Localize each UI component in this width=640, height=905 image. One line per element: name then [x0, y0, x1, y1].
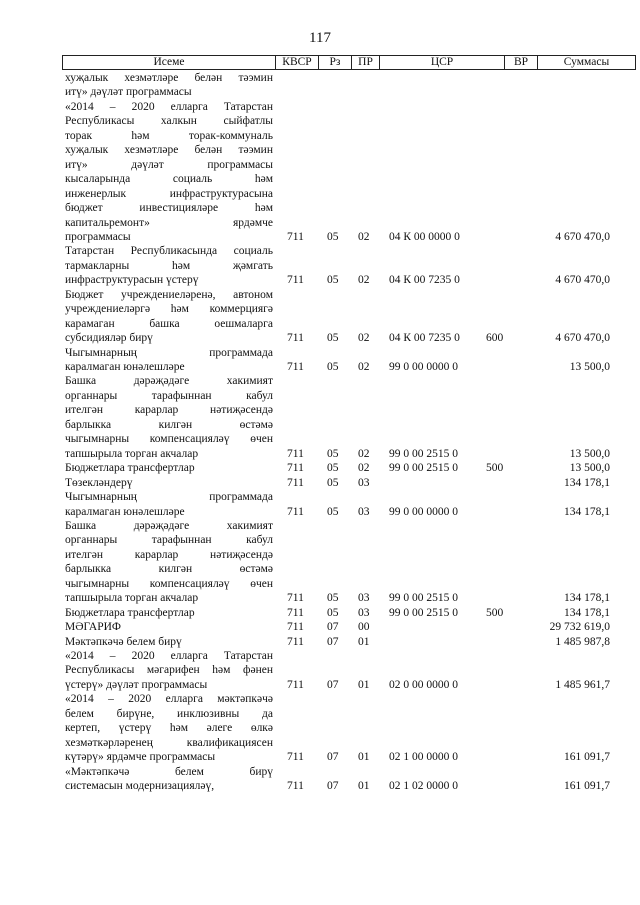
cell-vr: 500: [486, 606, 504, 619]
cell-pr: 02: [358, 332, 370, 345]
cell-csr: 02 0 00 0000 0: [389, 678, 458, 691]
row-name-line: Республикасы мәгарифен һәм фәнен: [65, 664, 273, 677]
cell-rz: 05: [327, 606, 339, 619]
row-name-line: чыгымнарны компенсацияләү өчен: [65, 433, 273, 446]
row-name-line: хуҗалык хезмәтләре белән тәэмин: [65, 144, 273, 157]
row-name-line: Чыгымнарның программада: [65, 491, 273, 504]
cell-pr: 01: [358, 678, 370, 691]
cell-kvsr: 711: [287, 606, 304, 619]
cell-csr: 04 К 00 7235 0: [389, 332, 460, 345]
header-sum: Суммасы: [563, 56, 610, 68]
cell-pr: 02: [358, 462, 370, 475]
row-name-line: хуҗалык хезмәтләре белән тәэмин: [65, 72, 273, 84]
cell-pr: 00: [358, 621, 370, 634]
cell-rz: 07: [327, 621, 339, 634]
cell-csr: 99 0 00 0000 0: [389, 361, 458, 373]
row-name-line: органнары тарафыннан кабул: [65, 389, 273, 402]
row-name-line: Мәктәпкәчә белем бирү: [65, 635, 182, 648]
cell-sum: 134 178,1: [564, 606, 610, 619]
row-name-line: Бюджетлара трансфертлар: [65, 606, 195, 619]
row-name-line: инфраструктурасын үстерү: [65, 274, 199, 287]
cell-rz: 05: [327, 476, 339, 489]
cell-kvsr: 711: [287, 476, 304, 489]
cell-pr: 03: [358, 592, 370, 605]
row-name-line: «Мәктәпкәчә белем бирү: [65, 765, 273, 778]
header-kvsr: КВСР: [276, 56, 319, 69]
row-name-line: итү» дәүләт программасы: [65, 86, 192, 99]
cell-kvsr: 711: [287, 592, 304, 605]
row-name-line: Татарстан Республикасында социаль: [65, 245, 273, 258]
cell-rz: 05: [327, 332, 339, 345]
row-name-line: каралмаган юнәлешләре: [65, 505, 185, 518]
cell-csr: 04 К 00 0000 0: [389, 230, 460, 243]
cell-pr: 01: [358, 635, 370, 648]
row-name-line: Төзекләндерү: [65, 476, 133, 489]
row-name-line: Республикасы халкын сыйфатлы: [65, 115, 273, 128]
row-name-line: инженерлык инфраструктурасына: [65, 187, 273, 200]
cell-sum: 161 091,7: [564, 751, 610, 764]
row-name-line: Бюджетлара трансфертлар: [65, 462, 195, 475]
cell-sum: 13 500,0: [569, 361, 610, 373]
cell-sum: 1 485 961,7: [555, 678, 610, 691]
row-name-line: МӘГАРИФ: [65, 621, 122, 634]
row-name-line: системасын модернизацияләү,: [65, 780, 215, 793]
cell-sum: 4 670 470,0: [555, 274, 610, 287]
cell-pr: 01: [358, 780, 370, 793]
cell-csr: 99 0 00 2515 0: [389, 462, 458, 475]
cell-rz: 05: [327, 230, 339, 243]
cell-csr: 99 0 00 2515 0: [389, 592, 458, 605]
cell-csr: 99 0 00 2515 0: [389, 606, 458, 619]
cell-rz: 07: [327, 678, 339, 691]
cell-kvsr: 711: [287, 462, 304, 475]
row-name-line: тармакларны һәм җәмгать: [65, 259, 273, 272]
cell-kvsr: 711: [287, 635, 304, 648]
row-name-line: «2014 – 2020 елларга Татарстан: [65, 650, 273, 662]
cell-rz: 05: [327, 462, 339, 475]
cell-kvsr: 711: [287, 230, 304, 243]
row-name-line: «2014 – 2020 елларга Татарстан: [65, 100, 273, 113]
row-name-line: «2014 – 2020 елларга мәктәпкәчә: [65, 693, 273, 706]
row-name-line: тапшырыла торган акчалар: [65, 592, 199, 605]
cell-pr: 02: [358, 274, 370, 287]
cell-vr: 500: [486, 462, 504, 475]
row-name-line: чыгымнарны компенсацияләү өчен: [65, 577, 273, 590]
header-rz: Рз: [319, 56, 352, 69]
cell-csr: 02 1 02 0000 0: [389, 780, 458, 793]
cell-rz: 07: [327, 780, 339, 793]
row-name-line: барлыкка килгән өстәмә: [65, 418, 273, 431]
cell-csr: 99 0 00 0000 0: [389, 505, 458, 518]
cell-sum: 4 670 470,0: [555, 230, 610, 243]
cell-rz: 05: [327, 592, 339, 605]
cell-csr: 02 1 00 0000 0: [389, 751, 458, 764]
table-header: [62, 55, 636, 70]
row-name-line: карамаган башка оешмаларга: [65, 317, 273, 330]
header-pr: ПР: [352, 56, 380, 69]
cell-kvsr: 711: [287, 332, 304, 345]
row-name-line: ителгән карарлар нәтиҗәсендә: [65, 548, 273, 561]
cell-sum: 161 091,7: [564, 780, 610, 793]
cell-sum: 134 178,1: [564, 476, 610, 489]
row-name-line: күтәрү» ярдәмче программасы: [65, 751, 216, 764]
cell-csr: 99 0 00 2515 0: [389, 447, 458, 460]
cell-pr: 03: [358, 476, 370, 489]
cell-kvsr: 711: [287, 361, 304, 373]
cell-rz: 05: [327, 274, 339, 287]
row-name-line: капитальремонт» ярдәмче: [65, 216, 273, 229]
row-name-line: итү» дәүләт программасы: [65, 158, 273, 171]
row-name-line: торак һәм торак-коммуналь: [65, 129, 273, 142]
row-name-line: программасы: [65, 230, 131, 243]
cell-kvsr: 711: [287, 678, 304, 691]
cell-kvsr: 711: [287, 274, 304, 287]
row-name-line: белем бирүне, инклюзивны да: [65, 707, 273, 720]
cell-rz: 05: [327, 447, 339, 460]
row-name-line: органнары тарафыннан кабул: [65, 534, 273, 547]
row-name-line: тапшырыла торган акчалар: [65, 447, 199, 460]
row-name-line: бюджет инвестицияләре һәм: [65, 202, 273, 215]
row-name-line: Башка дәрәҗәдәге хакимият: [65, 519, 273, 532]
row-name-line: барлыкка килгән өстәмә: [65, 563, 273, 576]
row-name-line: ителгән карарлар нәтиҗәсендә: [65, 404, 273, 417]
cell-kvsr: 711: [287, 751, 304, 764]
cell-pr: 01: [358, 751, 370, 764]
row-name-line: үстерү» дәүләт программасы: [65, 678, 208, 691]
row-name-line: кысаларында социаль һәм: [65, 173, 273, 186]
page-number: 117: [309, 30, 331, 46]
cell-rz: 05: [327, 505, 339, 518]
cell-csr: 04 К 00 7235 0: [389, 274, 460, 287]
row-name-line: Башка дәрәҗәдәге хакимият: [65, 375, 273, 388]
row-name-line: хезмәткәрләренең квалификациясен: [65, 736, 273, 749]
cell-sum: 134 178,1: [564, 592, 610, 605]
cell-kvsr: 711: [287, 780, 304, 793]
header-vr: ВР: [505, 56, 538, 69]
row-name-line: учреждениеләргә һәм коммерциягә: [65, 303, 273, 316]
row-name-line: субсидияләр бирү: [65, 332, 153, 345]
cell-vr: 600: [486, 332, 504, 345]
row-name-line: кертеп, үстерү һәм әлеге өлкә: [65, 722, 273, 735]
cell-sum: 13 500,0: [569, 462, 610, 475]
cell-rz: 07: [327, 635, 339, 648]
row-name-line: Бюджет учреждениеләренә, автоном: [65, 288, 273, 301]
cell-pr: 03: [358, 606, 370, 619]
cell-sum: 134 178,1: [564, 505, 610, 518]
cell-pr: 02: [358, 361, 370, 373]
cell-sum: 4 670 470,0: [555, 332, 610, 345]
header-csr: ЦСР: [380, 56, 505, 69]
header-name: Исеме: [63, 56, 276, 69]
cell-sum: 13 500,0: [569, 447, 610, 460]
row-name-line: Чыгымнарның программада: [65, 346, 273, 359]
cell-kvsr: 711: [287, 447, 304, 460]
row-name-line: каралмаган юнәлешләре: [65, 361, 185, 373]
cell-pr: 03: [358, 505, 370, 518]
cell-pr: 02: [358, 447, 370, 460]
cell-pr: 02: [358, 230, 370, 243]
cell-sum: 29 732 619,0: [549, 621, 610, 634]
cell-kvsr: 711: [287, 505, 304, 518]
cell-kvsr: 711: [287, 621, 304, 634]
cell-sum: 1 485 987,8: [555, 635, 610, 648]
cell-rz: 07: [327, 751, 339, 764]
cell-rz: 05: [327, 361, 339, 373]
